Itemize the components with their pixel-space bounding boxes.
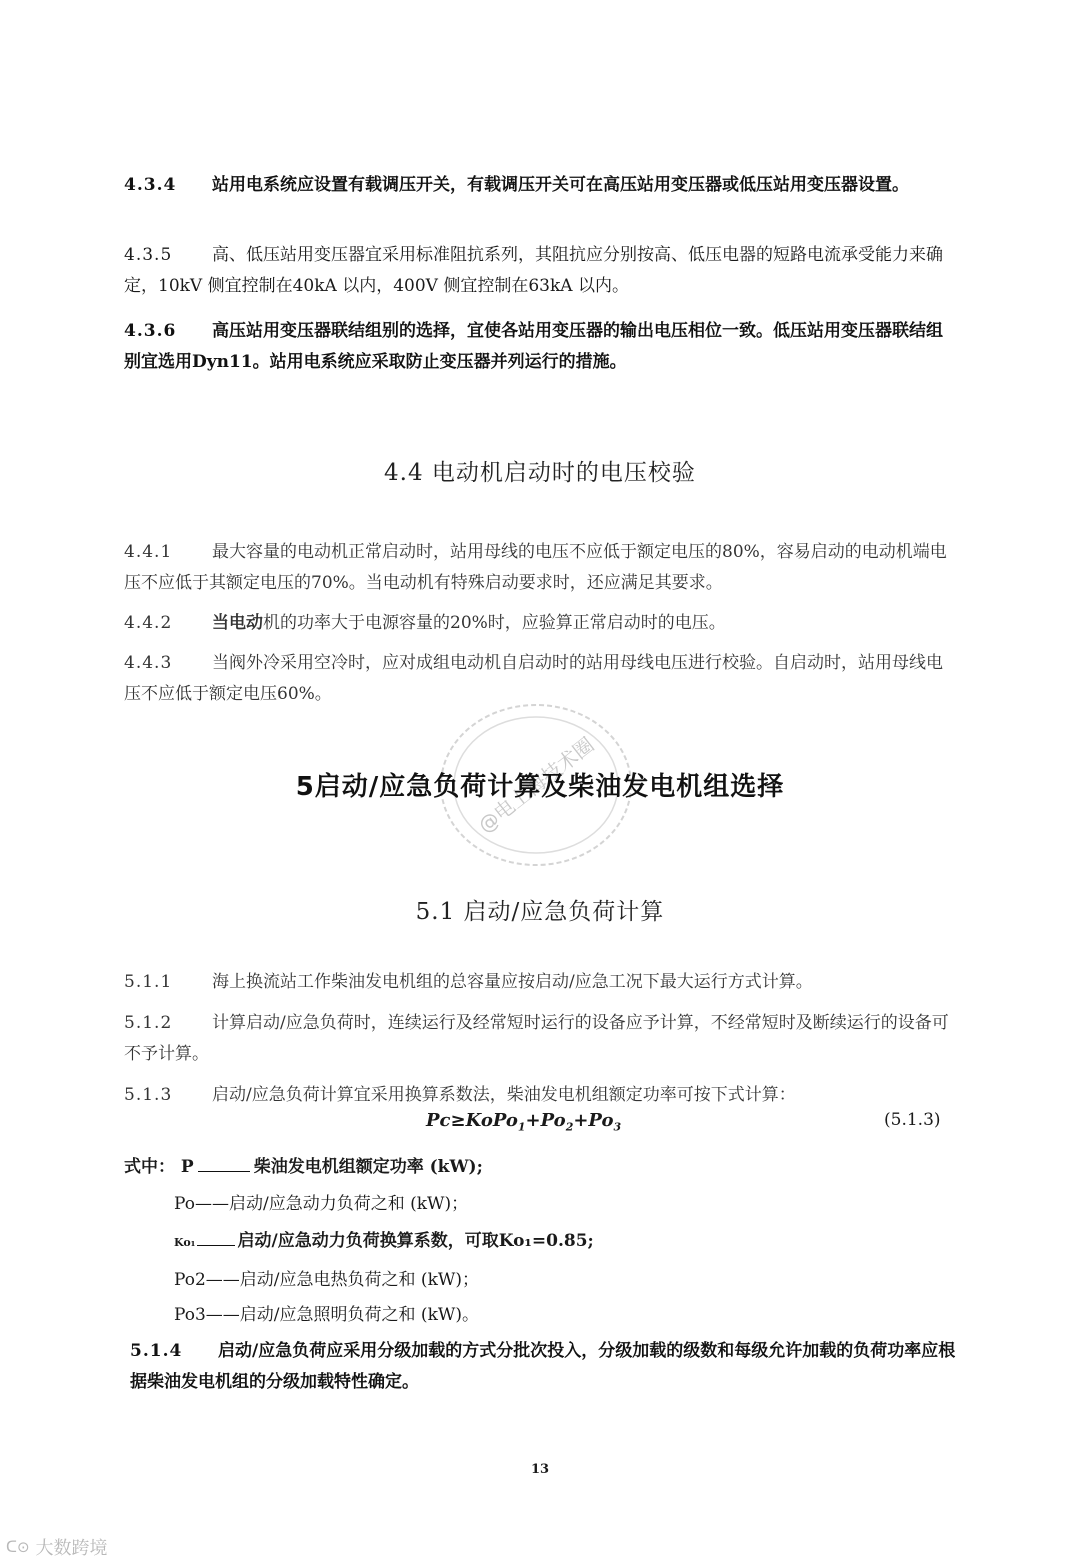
formula-5-1-3	[426, 1110, 621, 1134]
chapter-heading-5: 5启动/应急负荷计算及柴油发电机组选择	[295, 772, 785, 802]
where-line-p	[124, 1152, 483, 1177]
underline-blank	[197, 1245, 235, 1246]
clause-text: 启动/应急负荷应采用分级加载的方式分批次投入，分级加载的级数和每级允许加载的负荷功率应根据柴油发电机组的分级加载特性确定。	[130, 1341, 956, 1392]
definition-po: Po——启动/应急动力负荷之和 (kW)；	[174, 1194, 469, 1214]
symbol-p: P	[180, 1157, 194, 1177]
clause-text: 站用电系统应设置有载调压开关，有载调压开关可在高压站用变压器或低压站用变压器设置。	[212, 175, 909, 195]
clause-text: 高压站用变压器联结组别的选择，宜使各站用变压器的输出电压相位一致。低压站用变压器联结组别宜选用Dyn11。站用电系统应采取防止变压器并列运行的措施。	[124, 321, 943, 372]
formula-part: +Po	[573, 1110, 614, 1131]
definition-ko1-text: 启动/应急动力负荷换算系数，可取Ko₁=0.85;	[237, 1231, 594, 1251]
clause-number: 4.4.3	[124, 653, 173, 673]
clause-text: 计算启动/应急负荷时，连续运行及经常短时运行的设备应予计算，不经常短时及断续运行的设备可不予计算。	[124, 1013, 949, 1064]
logo-icon: ᑕ⊙	[6, 1538, 30, 1556]
formula-part: Pc≥KoPo	[426, 1110, 518, 1131]
clause-4-4-2	[124, 608, 954, 639]
clause-text: 当阀外冷采用空冷时，应对成组电动机自启动时的站用母线电压进行校验。自启动时，站用母线电压不应低于额定电压60%。	[124, 653, 943, 704]
clause-number: 5.1.1	[124, 972, 173, 992]
footer-logo	[6, 1534, 108, 1560]
definition-ko1	[174, 1226, 594, 1251]
clause-bold-text: 当电动	[212, 613, 263, 633]
section-heading-5-1: 5.1 启动/应急负荷计算	[415, 899, 665, 925]
clause-5-1-2	[124, 1008, 954, 1070]
clause-text: 海上换流站工作柴油发电机组的总容量应按启动/应急工况下最大运行方式计算。	[212, 972, 813, 992]
formula-sub: 3	[613, 1120, 622, 1134]
clause-5-1-1	[124, 967, 954, 998]
clause-number: 5.1.3	[124, 1085, 173, 1105]
where-label: 式中：	[124, 1157, 175, 1177]
clause-text: 启动/应急负荷计算宜采用换算系数法，柴油发电机组额定功率可按下式计算：	[212, 1085, 796, 1105]
clause-4-3-6	[124, 316, 954, 378]
clause-number: 5.1.2	[124, 1013, 173, 1033]
formula-sub: 1	[517, 1120, 526, 1134]
watermark-text: @电上海技术圈	[473, 732, 599, 838]
clause-5-1-3	[124, 1080, 954, 1111]
clause-number: 4.3.5	[124, 245, 173, 265]
page-number: 13	[530, 1462, 550, 1477]
formula-sub: 2	[565, 1120, 574, 1134]
clause-number: 4.4.2	[124, 613, 173, 633]
clause-number: 5.1.4	[130, 1341, 183, 1361]
definition-po3: Po3——启动/应急照明负荷之和 (kW)。	[174, 1305, 479, 1325]
clause-4-3-5	[124, 240, 954, 302]
definition-po2: Po2——启动/应急电热负荷之和 (kW)；	[174, 1270, 479, 1290]
formula-part: +Po	[525, 1110, 566, 1131]
section-heading-4-4: 4.4 电动机启动时的电压校验	[384, 460, 696, 486]
clause-4-3-4	[124, 170, 954, 201]
clause-4-4-1	[124, 537, 954, 599]
clause-number: 4.4.1	[124, 542, 173, 562]
equation-number: (5.1.3)	[884, 1110, 941, 1130]
clause-number: 4.3.6	[124, 321, 177, 341]
clause-text: 高、低压站用变压器宜采用标准阻抗系列，其阻抗应分别按高、低压电器的短路电流承受能力来确定，10kV 侧宜控制在40kA 以内，400V 侧宜控制在63kA 以内。	[124, 245, 943, 296]
footer-logo-text: 大数跨境	[35, 1538, 108, 1559]
clause-text: 最大容量的电动机正常启动时，站用母线的电压不应低于额定电压的80%，容易启动的电动机端电压不应低于其额定电压的70%。当电动机有特殊启动要求时，还应满足其要求。	[124, 542, 947, 593]
clause-number: 4.3.4	[124, 175, 177, 195]
clause-text: 机的功率大于电源容量的20%时，应验算正常启动时的电压。	[263, 613, 726, 633]
clause-5-1-4	[130, 1336, 960, 1398]
symbol-ko1: Ko₁	[174, 1236, 196, 1249]
underline-blank	[198, 1171, 250, 1172]
definition-p: 柴油发电机组额定功率 (kW);	[253, 1157, 483, 1177]
